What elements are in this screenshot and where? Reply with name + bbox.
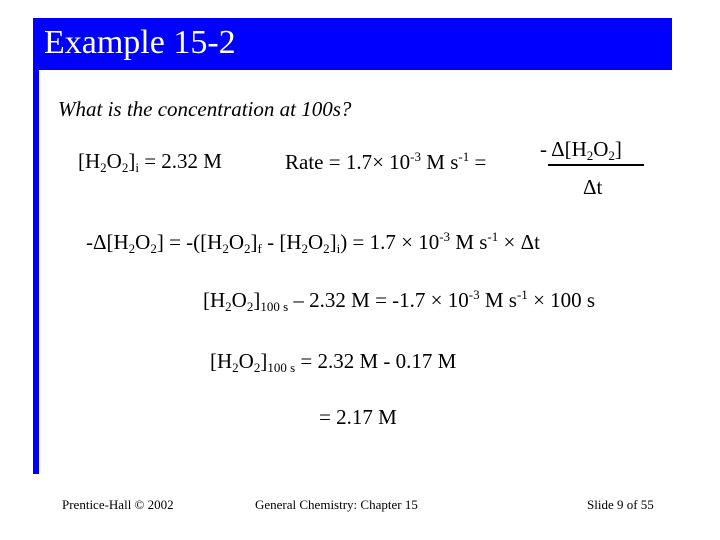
question-text: What is the concentration at 100s? bbox=[58, 97, 352, 121]
eq-text: O bbox=[106, 149, 122, 173]
times-symbol: × bbox=[401, 230, 413, 254]
eq-text: = 2.32 M bbox=[138, 149, 222, 173]
eq-text: 100 s bbox=[544, 288, 596, 312]
eq-text: O bbox=[238, 349, 254, 373]
eq-sub: 2 bbox=[150, 241, 157, 256]
left-accent-bar bbox=[33, 18, 39, 474]
times-symbol: × bbox=[503, 230, 516, 254]
eq-text: O bbox=[593, 137, 609, 161]
eq-sup: -1 bbox=[487, 229, 499, 244]
eq-text: = 2.32 M - 0.17 M bbox=[295, 349, 457, 373]
eq-sub: 2 bbox=[232, 360, 239, 375]
eq-sub: 100 s bbox=[267, 360, 296, 375]
eq-text: O bbox=[228, 230, 244, 254]
eq-text: – 2.32 M = -1.7 bbox=[288, 288, 431, 312]
eq-text: ] bbox=[128, 149, 136, 173]
times-symbol: × bbox=[372, 150, 384, 174]
eq-text: ] bbox=[260, 349, 268, 373]
eq-sub: 2 bbox=[128, 241, 136, 256]
eq-text: M s bbox=[421, 150, 459, 174]
eq-sub: 2 bbox=[301, 241, 308, 256]
eq-sup: -1 bbox=[516, 287, 528, 302]
eq-text: 10 bbox=[442, 288, 469, 312]
eq-text: 10 bbox=[412, 230, 440, 254]
eq-text: - [H bbox=[261, 230, 302, 254]
eq-sub: 2 bbox=[121, 160, 129, 175]
footer-publisher: Prentice-Hall © 2002 bbox=[62, 497, 174, 512]
rate-law-line bbox=[86, 229, 540, 257]
eq-sup: -3 bbox=[410, 149, 422, 164]
eq-text: ] bbox=[614, 137, 622, 161]
fraction-bar bbox=[548, 164, 644, 166]
eq-sub: 2 bbox=[246, 299, 254, 314]
eq-sup: -3 bbox=[439, 229, 451, 244]
final-answer: = 2.17 M bbox=[319, 405, 397, 429]
eq-sub: i bbox=[336, 241, 341, 256]
footer-chapter: General Chemistry: Chapter 15 bbox=[255, 497, 418, 512]
eq-text: ] bbox=[253, 288, 261, 312]
eq-text: ] bbox=[329, 230, 337, 254]
slide-title: Example 15-2 bbox=[44, 24, 236, 61]
eq-sub: 2 bbox=[222, 241, 229, 256]
substitution-line bbox=[203, 287, 595, 315]
eq-text: ] bbox=[250, 230, 258, 254]
eq-text: [H bbox=[203, 288, 226, 312]
eq-sub: 2 bbox=[253, 360, 261, 375]
footer-slide-number: Slide 9 of 55 bbox=[587, 497, 654, 512]
eq-sub: 2 bbox=[225, 299, 232, 314]
eq-text: ) = 1.7 bbox=[340, 230, 402, 254]
fraction-numerator bbox=[540, 137, 622, 164]
times-symbol: × bbox=[533, 288, 545, 312]
eq-text: [H bbox=[210, 349, 233, 373]
eq-sub: i bbox=[135, 160, 139, 175]
eq-text: ] = -([H bbox=[156, 230, 223, 254]
eq-text: O bbox=[135, 230, 151, 254]
eq-sub: 2 bbox=[243, 241, 251, 256]
fraction-denominator: Δt bbox=[583, 175, 603, 199]
eq-sup: -3 bbox=[468, 287, 480, 302]
eq-text: O bbox=[231, 288, 247, 312]
eq-text: Δt bbox=[515, 230, 540, 254]
eq-text: = bbox=[469, 150, 487, 174]
eq-sub: 2 bbox=[323, 241, 330, 256]
eq-sub: 100 s bbox=[260, 299, 289, 314]
initial-concentration bbox=[78, 149, 222, 176]
eq-text: [H bbox=[78, 149, 101, 173]
eq-text: M s bbox=[479, 288, 517, 312]
eq-sub: 2 bbox=[608, 148, 615, 163]
eq-text: - Δ[H bbox=[540, 137, 587, 161]
eq-text: 10 bbox=[383, 150, 411, 174]
eq-sub: 2 bbox=[586, 148, 594, 163]
eq-text: M s bbox=[450, 230, 488, 254]
solution-line bbox=[210, 349, 456, 376]
eq-sub: 2 bbox=[100, 160, 107, 175]
rate-expression bbox=[285, 149, 486, 175]
eq-sup: -1 bbox=[458, 149, 470, 164]
times-symbol: × bbox=[430, 288, 443, 312]
eq-text: Rate = 1.7 bbox=[285, 150, 373, 174]
eq-text: -Δ[H bbox=[86, 230, 129, 254]
eq-sub: f bbox=[257, 241, 262, 256]
eq-text: O bbox=[307, 230, 324, 254]
